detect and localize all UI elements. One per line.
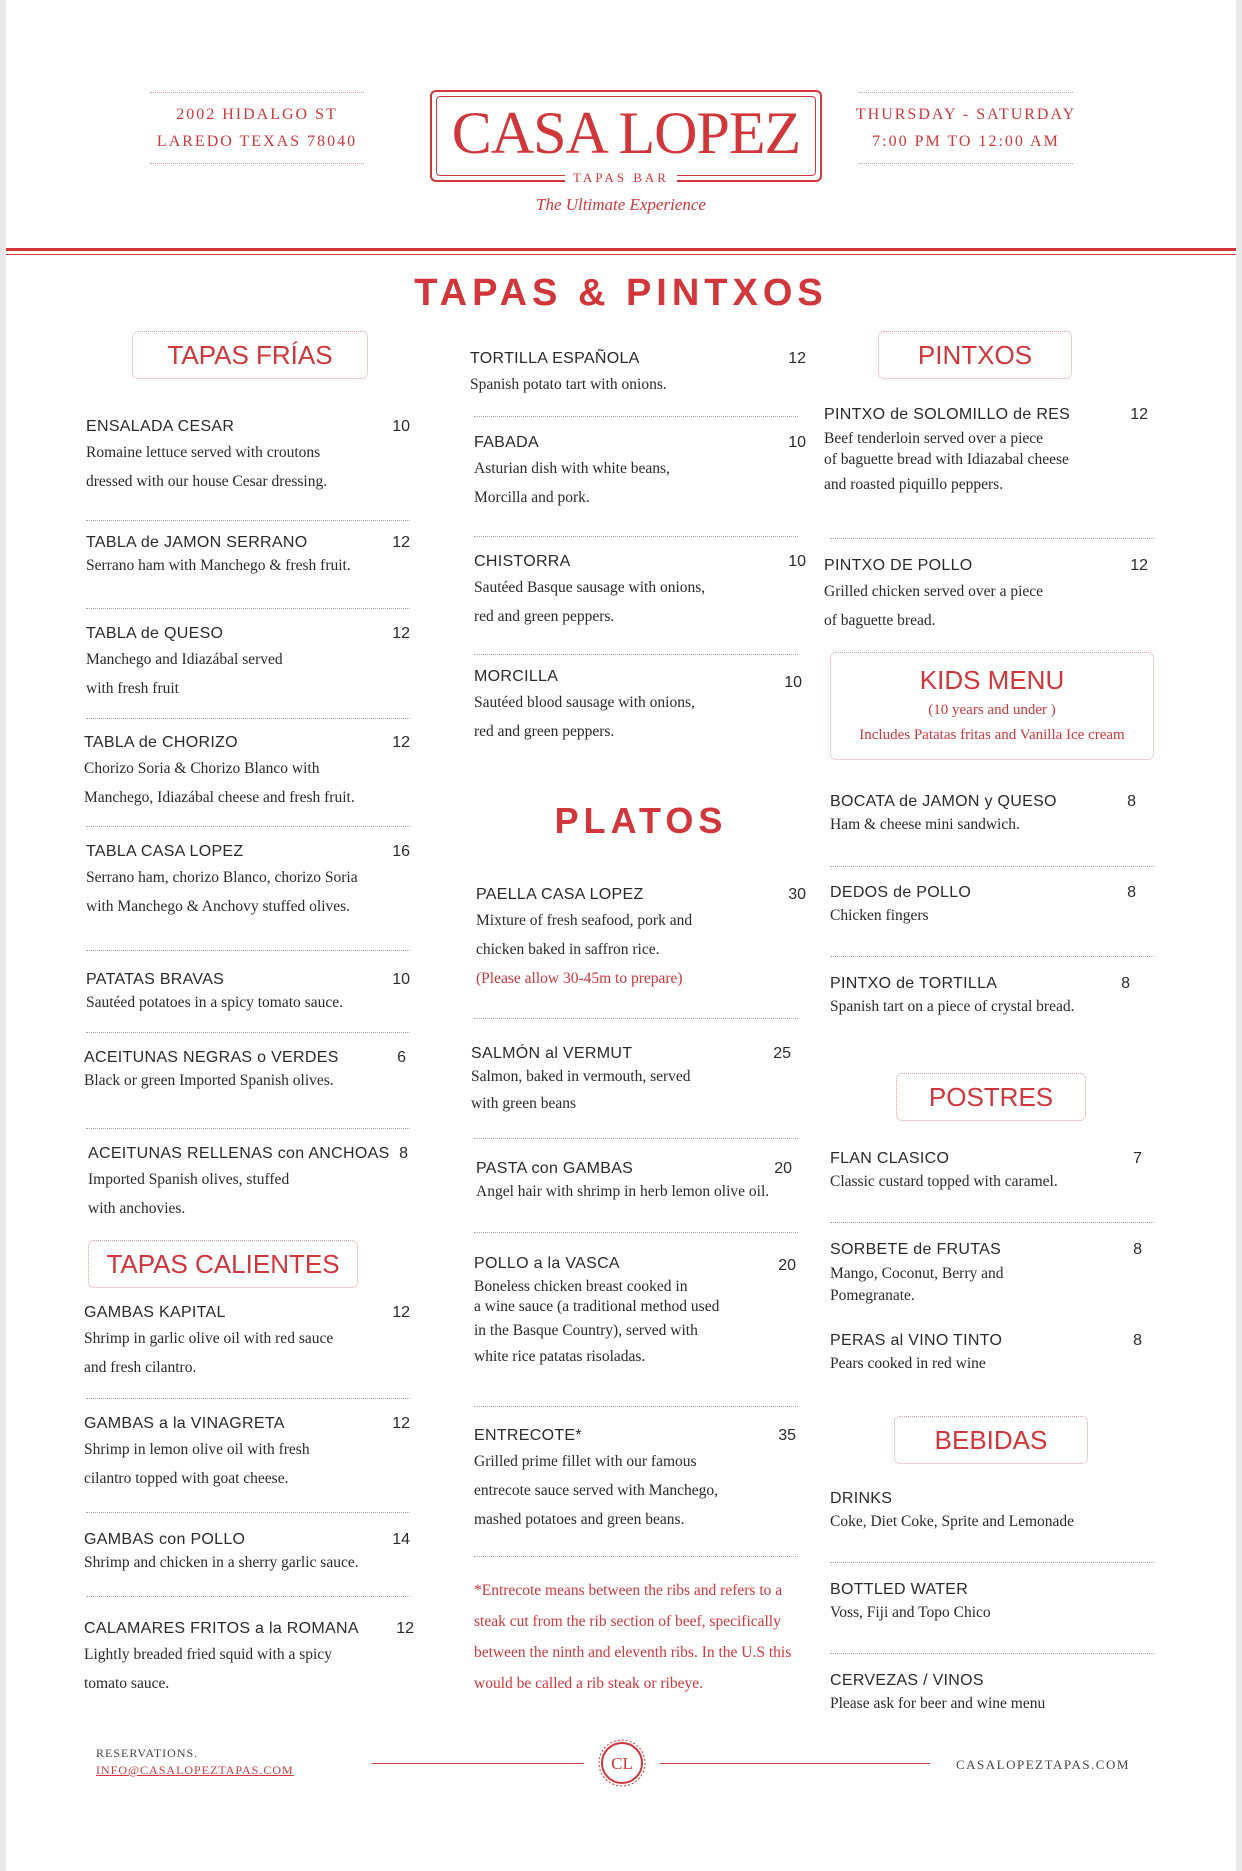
divider — [86, 950, 410, 951]
divider — [474, 416, 798, 417]
menu-item: FABADA 10 Asturian dish with white beans, Morcilla and pork. — [474, 434, 806, 506]
section-title-tapas-calientes: TAPAS CALIENTES — [88, 1240, 358, 1288]
menu-item: CERVEZAS / VINOS Please ask for beer and wine menu — [830, 1672, 1046, 1712]
section-title-pintxos: PINTXOS — [878, 331, 1072, 379]
logo — [430, 90, 822, 182]
section-title-bebidas: BEBIDAS — [894, 1416, 1088, 1464]
section-title-postres: POSTRES — [896, 1073, 1086, 1121]
menu-item: TABLA de QUESO 12 Manchego and Idiazábal served with fresh fruit — [86, 625, 410, 697]
seal-icon — [597, 1738, 647, 1788]
entrecote-footnote: *Entrecote means between the ribs and refers to a steak cut from the rib section of beef, specifically between the ninth and eleventh ribs. In the U.S this would be called a rib steak or ribeye. — [474, 1582, 792, 1692]
menu-item: GAMBAS con POLLO 14 Shrimp and chicken in a sherry garlic sauce. — [84, 1531, 410, 1571]
divider — [86, 1128, 410, 1129]
reservations-email-link[interactable]: INFO@CASALOPEZTAPAS.COM — [96, 1763, 294, 1777]
menu-item: PINTXO DE POLLO 12 Grilled chicken served over a piece of baguette bread. — [824, 557, 1148, 629]
platos-title: PLATOS — [554, 800, 728, 841]
menu-item: ENTRECOTE* 35 Grilled prime fillet with our famous entrecote sauce served with Manchego, mashed potatoes and green beans. — [474, 1427, 796, 1528]
menu-item: ACEITUNAS RELLENAS con ANCHOAS 8 Imported Spanish olives, stuffed with anchovies. — [88, 1145, 408, 1217]
menu-item: BOTTLED WATER Voss, Fiji and Topo Chico — [830, 1581, 991, 1621]
tagline: The Ultimate Experience — [536, 195, 706, 214]
divider — [830, 538, 1154, 539]
menu-item: TABLA CASA LOPEZ 16 Serrano ham, chorizo Blanco, chorizo Soria with Manchego & Anchovy stuffed olives. — [86, 843, 410, 915]
website-link[interactable]: CASALOPEZTAPAS.COM — [956, 1757, 1130, 1772]
menu-item: GAMBAS KAPITAL 12 Shrimp in garlic olive oil with red sauce and fresh cilantro. — [84, 1304, 410, 1376]
divider — [474, 1138, 798, 1139]
divider — [830, 1653, 1154, 1654]
divider — [86, 1596, 410, 1597]
divider — [830, 1562, 1154, 1563]
header-rule — [6, 248, 1236, 251]
header-rule-thin — [6, 254, 1236, 255]
open-hours: 7:00 PM TO 12:00 AM — [872, 133, 1060, 150]
menu-item: TABLA de CHORIZO 12 Chorizo Soria & Chorizo Blanco with Manchego, Idiazábal cheese and fresh fruit. — [84, 734, 410, 806]
menu-item: PINTXO de TORTILLA 8 Spanish tart on a piece of crystal bread. — [830, 975, 1130, 1015]
seal-letters: CL — [611, 1754, 633, 1773]
divider — [86, 608, 410, 609]
address-line-2: LAREDO TEXAS 78040 — [156, 133, 358, 150]
divider — [830, 866, 1154, 867]
footer-rule-left — [372, 1763, 584, 1764]
menu-item: POLLO a la VASCA 20 Boneless chicken breast cooked in a wine sauce (a traditional method used in the Basque Country), served with white rice patatas risoladas. — [474, 1255, 796, 1365]
reservations-label: RESERVATIONS. — [96, 1746, 199, 1760]
menu-item: BOCATA de JAMON y QUESO 8 Ham & cheese mini sandwich. — [830, 793, 1136, 833]
kids-menu-age: (10 years and under ) — [928, 702, 1056, 718]
menu-item: SORBETE de FRUTAS 8 Mango, Coconut, Berry and Pomegranate. — [830, 1241, 1142, 1304]
menu-item: PAELLA CASA LOPEZ 30 Mixture of fresh seafood, pork and chicken baked in saffron rice. (Please allow 30-45m to prepare) — [476, 886, 806, 993]
address-block — [142, 92, 372, 164]
menu-item: SALMÓN al VERMUT 25 Salmon, baked in vermouth, served with green beans — [471, 1045, 791, 1112]
menu-item: PERAS al VINO TINTO 8 Pears cooked in red wine — [830, 1332, 1142, 1372]
kids-menu-title: KIDS MENU — [919, 665, 1065, 695]
divider — [86, 1512, 410, 1513]
reservations-info — [96, 1745, 294, 1779]
divider — [474, 1232, 798, 1233]
menu-item: CHISTORRA 10 Sautéed Basque sausage with onions, red and green peppers. — [474, 553, 806, 625]
divider — [474, 654, 798, 655]
menu-item: MORCILLA 10 Sautéed blood sausage with onions, red and green peppers. — [474, 668, 802, 740]
hours-block — [851, 92, 1081, 164]
kids-menu-box — [830, 652, 1154, 760]
divider — [86, 1398, 410, 1399]
address-line-1: 2002 HIDALGO ST — [176, 106, 338, 123]
divider — [474, 1556, 798, 1557]
menu-item: PINTXO de SOLOMILLO de RES 12 Beef tenderloin served over a piece of baguette bread with Idiazabal cheese and roasted piquillo peppers. — [824, 406, 1148, 493]
menu-item: ACEITUNAS NEGRAS o VERDES 6 Black or green Imported Spanish olives. — [84, 1049, 406, 1089]
menu-item: PATATAS BRAVAS 10 Sautéed potatoes in a spicy tomato sauce. — [86, 971, 410, 1011]
section-title-tapas-frias: TAPAS FRÍAS — [132, 331, 368, 379]
logo-subtitle: TAPAS BAR — [6, 170, 1236, 186]
menu-page — [6, 0, 1236, 1871]
divider — [86, 826, 410, 827]
kids-menu-includes: Includes Patatas fritas and Vanilla Ice cream — [859, 727, 1125, 743]
menu-item: PASTA con GAMBAS 20 Angel hair with shrimp in herb lemon olive oil. — [476, 1160, 792, 1200]
divider — [86, 1032, 410, 1033]
menu-item: GAMBAS a la VINAGRETA 12 Shrimp in lemon olive oil with fresh cilantro topped with goat cheese. — [84, 1415, 410, 1487]
main-title: TAPAS & PINTXOS — [414, 272, 828, 314]
menu-item: TORTILLA ESPAÑOLA 12 Spanish potato tart with onions. — [470, 350, 806, 393]
footer-rule-right — [660, 1763, 930, 1764]
prep-note: (Please allow 30-45m to prepare) — [476, 970, 683, 987]
menu-item: DRINKS Coke, Diet Coke, Sprite and Lemonade — [830, 1490, 1075, 1530]
menu-item: DEDOS de POLLO 8 Chicken fingers — [830, 884, 1136, 924]
divider — [86, 718, 410, 719]
divider — [474, 536, 798, 537]
divider — [474, 1018, 798, 1019]
menu-item: CALAMARES FRITOS a la ROMANA 12 Lightly breaded fried squid with a spicy tomato sauce. — [84, 1620, 414, 1692]
menu-item: FLAN CLASICO 7 Classic custard topped with caramel. — [830, 1150, 1142, 1190]
menu-item: TABLA de JAMON SERRANO 12 Serrano ham with Manchego & fresh fruit. — [86, 534, 410, 574]
divider — [830, 956, 1154, 957]
divider — [474, 1406, 798, 1407]
menu-item: ENSALADA CESAR 10 Romaine lettuce served with croutons dressed with our house Cesar dressing. — [86, 418, 410, 490]
open-days: THURSDAY - SATURDAY — [855, 106, 1077, 123]
divider — [86, 520, 410, 521]
divider — [830, 1222, 1154, 1223]
logo-text: CASA LOPEZ — [451, 100, 801, 166]
